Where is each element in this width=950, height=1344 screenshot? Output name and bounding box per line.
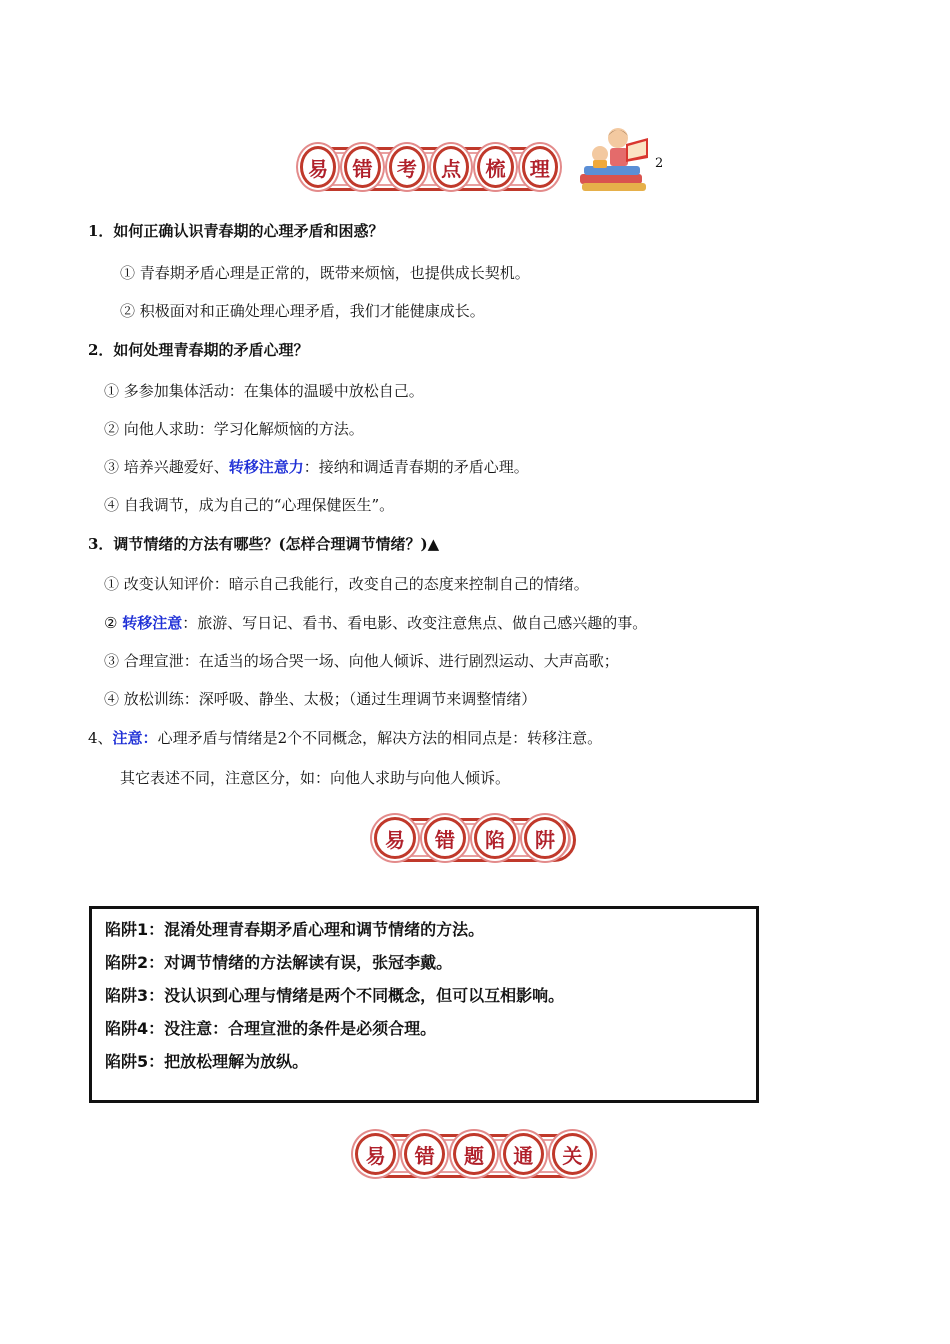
trap-item: 陷阱2：对调节情绪的方法解读有误，张冠李戴。	[105, 953, 453, 972]
banner-frame	[300, 147, 558, 191]
banner-key-points	[300, 141, 558, 193]
q3-item2-suffix: ：旅游、写日记、看书、看电影、改变注意焦点、做自己感兴趣的事。	[182, 614, 648, 632]
question-1-title: 1．如何正确认识青春期的心理矛盾和困惑？	[88, 222, 384, 240]
trap-item: 陷阱4：没注意：合理宣泄的条件是必须合理。	[105, 1019, 437, 1038]
reading-kids-illustration	[574, 124, 654, 194]
banner-char: 错	[344, 146, 380, 188]
banner-trail-text: 2	[655, 156, 664, 171]
q3-item	[104, 612, 647, 633]
banner-practice	[355, 1128, 593, 1180]
question-3-title: 3．调节情绪的方法有哪些？(怎样合理调节情绪？)▲	[88, 535, 440, 553]
q3-item2-prefix: ②	[104, 614, 123, 632]
banner-char: 梳	[477, 146, 513, 188]
banner-char: 错	[424, 817, 466, 859]
note-line	[88, 727, 602, 748]
banner-char: 陷	[474, 817, 516, 859]
trap-item: 陷阱3：没认识到心理与情绪是两个不同概念，但可以互相影响。	[105, 986, 565, 1005]
banner-char: 考	[389, 146, 425, 188]
q2-item: ② 向他人求助：学习化解烦恼的方法。	[104, 420, 364, 438]
q2-item3-suffix: ：接纳和调适青春期的矛盾心理。	[303, 458, 529, 476]
banner-char: 点	[433, 146, 469, 188]
banner-char: 关	[552, 1133, 593, 1175]
q3-item2-highlight: 转移注意	[122, 614, 183, 632]
q1-item: ① 青春期矛盾心理是正常的，既带来烦恼，也提供成长契机。	[120, 264, 530, 282]
traps-box	[89, 906, 759, 1103]
note-text: 心理矛盾与情绪是2个不同概念，解决方法的相同点是：转移注意。	[157, 729, 603, 747]
q2-item3-prefix: ③ 培养兴趣爱好、	[104, 458, 229, 476]
trap-item: 陷阱5：把放松理解为放纵。	[105, 1052, 309, 1071]
q3-item: ④ 放松训练：深呼吸、静坐、太极；（通过生理调节来调整情绪）	[104, 690, 537, 708]
banner-char: 易	[374, 817, 416, 859]
banner-char: 理	[522, 146, 558, 188]
banner-char: 易	[355, 1133, 396, 1175]
q2-item	[104, 456, 529, 477]
banner-char: 题	[453, 1133, 494, 1175]
question-2-title: 2．如何处理青春期的矛盾心理？	[88, 341, 309, 359]
q1-item: ② 积极面对和正确处理心理矛盾，我们才能健康成长。	[120, 302, 485, 320]
q2-item: ④ 自我调节，成为自己的“心理保健医生”。	[104, 496, 395, 514]
q2-item: ① 多参加集体活动：在集体的温暖中放松自己。	[104, 382, 424, 400]
note-prefix: 4、	[88, 729, 113, 747]
banner-char: 易	[300, 146, 336, 188]
banner-traps	[374, 812, 576, 864]
q3-item: ① 改变认知评价：暗示自己我能行，改变自己的态度来控制自己的情绪。	[104, 575, 589, 593]
banner-char: 阱	[524, 817, 566, 859]
q3-item: ③ 合理宣泄：在适当的场合哭一场、向他人倾诉、进行剧烈运动、大声高歌；	[104, 652, 619, 670]
note-line-2: 其它表述不同，注意区分，如：向他人求助与向他人倾诉。	[120, 769, 511, 787]
note-highlight: 注意：	[112, 729, 158, 747]
banner-char: 错	[404, 1133, 445, 1175]
q2-item3-highlight: 转移注意力	[228, 458, 304, 476]
trap-item: 陷阱1：混淆处理青春期矛盾心理和调节情绪的方法。	[105, 920, 485, 939]
banner-char: 通	[503, 1133, 544, 1175]
